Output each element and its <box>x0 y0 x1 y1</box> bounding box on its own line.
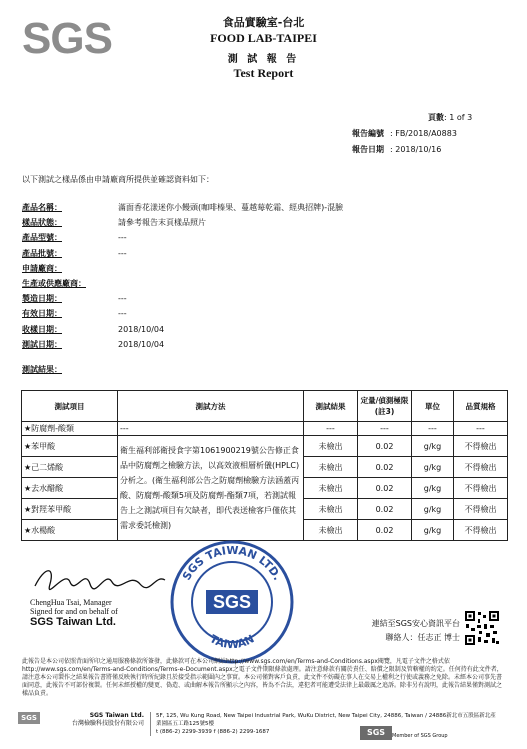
cell-spec: 不得檢出 <box>454 499 508 520</box>
cell-unit: g/kg <box>412 436 454 457</box>
terms-fine-print: 此報告是本公司依照背面所印之通用服務條款所簽發，此條款可在本公司網站http://www.sgs.com/en/Terms-and-Conditions.aspx閱覽，凡電子文件之格式依http://www.sgs.com/en/Terms-and-Conditions/Terms-e-Document.aspx之電子文件期限條款處理。請注意條款有關於責任、賠償之限制及管轄權的約定。任何持有此文件者，請注意本公司製作之結果報告書將僅反映執行時所紀錄且於接受指示範圍內之事實。本公司僅對客戶負責，此文件不妨礙在事人在交易上權利之行使或義務之免除。未經本公司事先書面同意，此報告不可部份複製。任何未經授權的變更、偽造、或曲解本報告所顯示之內容，皆為不合法，違犯者可能遭受法律上最嚴厲之追訴。除非另有說明，此報告結果僅對測試之樣品負責。 <box>22 658 503 697</box>
sgs-logo: SGS <box>22 14 112 63</box>
cell-limit: 0.02 <box>358 457 412 478</box>
report-number <box>352 128 457 139</box>
cell-item: ★去水醋酸 <box>22 478 118 499</box>
field-mfg-date: 製造日期： --- <box>22 294 127 304</box>
cell-unit: g/kg <box>412 478 454 499</box>
field-receive-date: 收樣日期： 2018/10/04 <box>22 324 165 334</box>
member-sgs-badge: SGS <box>360 726 392 740</box>
page-label: 頁數 <box>428 113 444 122</box>
report-date-label: 報告日期 <box>352 145 384 154</box>
signature-block <box>30 564 180 628</box>
lab-name-cn: 食品實驗室-台北 <box>222 16 305 29</box>
cell-limit: --- <box>358 422 412 436</box>
results-table <box>21 390 508 541</box>
footer-member-text: Member of SGS Group <box>392 733 448 739</box>
report-number-label: 報告編號 <box>352 129 384 138</box>
cell-item: ★己二烯酸 <box>22 457 118 478</box>
header-spec: 品質規格 <box>454 391 508 422</box>
signer-name: ChengHua Tsai, Manager <box>30 598 112 607</box>
field-manufacturer: 生產或供應廠商： <box>22 279 86 289</box>
signer-company: SGS Taiwan Ltd. <box>30 616 116 628</box>
footer-company-en: SGS Taiwan Ltd. <box>89 712 144 719</box>
cell-result: 未檢出 <box>304 478 358 499</box>
cell-spec: 不得檢出 <box>454 478 508 499</box>
cell-spec: 不得檢出 <box>454 457 508 478</box>
cell-unit: g/kg <box>412 499 454 520</box>
cell-spec: 不得檢出 <box>454 520 508 541</box>
report-date-value: : 2018/10/16 <box>390 145 442 154</box>
report-date <box>352 144 441 155</box>
cell-method: --- <box>118 422 304 436</box>
header-unit: 單位 <box>412 391 454 422</box>
header-item: 測試項目 <box>22 391 118 422</box>
verify-link[interactable]: 連結至SGS安心資訊平台 <box>371 619 460 628</box>
table-row <box>22 422 508 436</box>
cell-result: 未檢出 <box>304 436 358 457</box>
cell-item: ★水楊酸 <box>22 520 118 541</box>
footer-company-cn: 台灣檢驗科技股份有限公司 <box>71 720 144 727</box>
cell-unit: g/kg <box>412 520 454 541</box>
field-product-name: 產品名稱： 滿面香花漾迷你小饅頭(咖啡榛果、蔓越莓乾霜、經典招牌)-混臉 <box>22 203 344 213</box>
sample-fields <box>22 200 502 352</box>
qr-code[interactable] <box>464 610 500 646</box>
page-value: : 1 of 3 <box>444 113 473 122</box>
header-limit: 定量/偵測極限(註3) <box>358 391 412 422</box>
contact-info <box>330 617 460 645</box>
cell-result: 未檢出 <box>304 457 358 478</box>
cell-limit: 0.02 <box>358 478 412 499</box>
field-applicant: 申請廠商： <box>22 263 62 273</box>
cell-result: 未檢出 <box>304 499 358 520</box>
page-number <box>428 112 472 123</box>
lab-name-en: FOOD LAB-TAIPEI <box>210 31 317 45</box>
cell-spec: --- <box>454 422 508 436</box>
field-expiry-date: 有效日期： --- <box>22 309 127 319</box>
footer-phone: t (886-2) 2299-3939 f (886-2) 2299-1687 <box>156 729 270 735</box>
cell-item: ★苯甲酸 <box>22 436 118 457</box>
cell-spec: 不得檢出 <box>454 436 508 457</box>
cell-unit: g/kg <box>412 457 454 478</box>
cell-item: ★防腐劑-酸類 <box>22 422 118 436</box>
seal-bottom-text: TAIWAN <box>207 632 257 652</box>
table-row <box>22 436 508 457</box>
report-number-value: : FB/2018/A0883 <box>390 129 457 138</box>
field-batch: 產品批號： --- <box>22 248 127 258</box>
cell-result: 未檢出 <box>304 520 358 541</box>
footer-company <box>44 712 144 728</box>
cell-result: --- <box>304 422 358 436</box>
field-sample-status: 樣品狀態： 請參考報告末頁樣品照片 <box>22 218 206 228</box>
report-title-en: Test Report <box>233 66 294 80</box>
footer-sgs-badge: SGS <box>18 712 40 724</box>
results-label: 測試結果： <box>22 365 62 374</box>
seal-top-text: SGS TAIWAN LTD. <box>180 543 285 583</box>
seal-center-text: SGS <box>212 592 252 612</box>
header-method: 測試方法 <box>118 391 304 422</box>
handwritten-signature <box>30 564 170 594</box>
field-model: 產品型號： --- <box>22 233 127 243</box>
signed-for-text: Signed for and on behalf of <box>30 607 118 616</box>
cell-unit: --- <box>412 422 454 436</box>
contact-person: 聯絡人：任志正 博士 <box>385 633 460 642</box>
cell-limit: 0.02 <box>358 499 412 520</box>
report-title-cn: 測 試 報 告 <box>227 54 300 65</box>
intro-text: 以下測試之樣品係由申請廠商所提供並確認資料如下： <box>22 175 214 184</box>
field-test-date: 測試日期： 2018/10/04 <box>22 339 165 349</box>
header-result: 測試結果 <box>304 391 358 422</box>
cell-item: ★對羥苯甲酸 <box>22 499 118 520</box>
cell-limit: 0.02 <box>358 520 412 541</box>
company-seal <box>168 538 296 666</box>
footer-address: 5F, 125, Wu Kung Road, New Taipei Industrial Park, WuKu District, New Taipei City, 24886, Taiwan / 24886新北市五股區新北產業園區五工路125號5樓 <box>156 713 496 727</box>
cell-method-text: 衛生福利部衛授食字第1061900219號公告修正食品中防腐劑之檢驗方法，以高效液相層析儀(HPLC)分析之。(衛生福利部公告之防腐劑檢驗方法涵蓋丙酸、防腐劑-酸類5項及防腐劑-酯類7項，若測試報告上之測試項目有欠缺者，即代表送檢客戶僅依其需求委託檢測) <box>118 436 304 541</box>
cell-limit: 0.02 <box>358 436 412 457</box>
table-header-row <box>22 391 508 422</box>
